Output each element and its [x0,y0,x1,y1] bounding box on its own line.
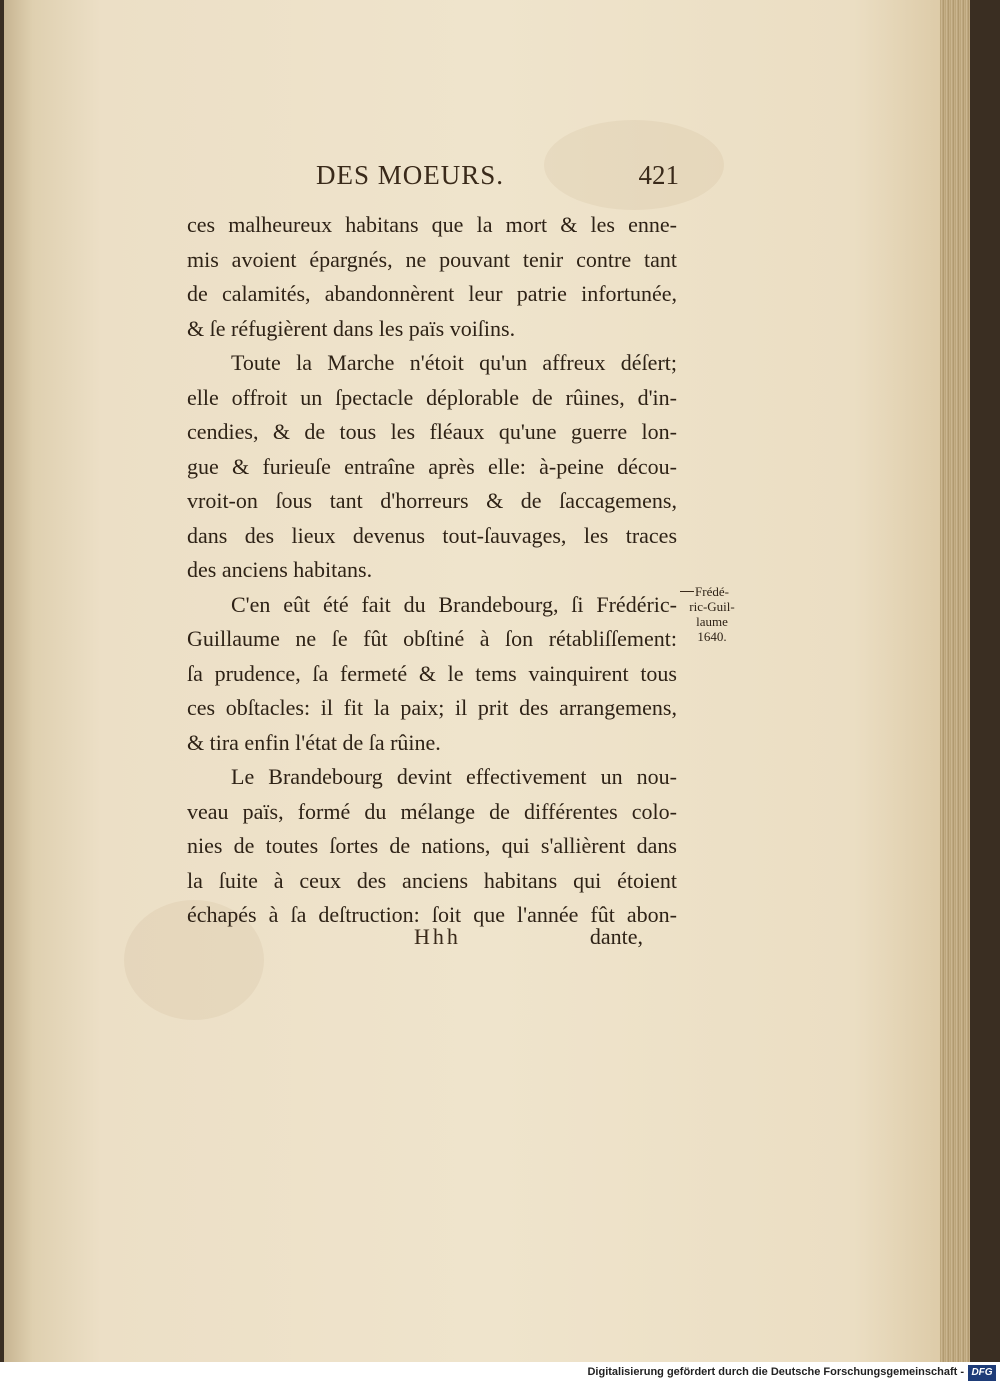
dfg-logo-icon: DFG [968,1365,996,1381]
text-line: veau païs, formé du mélange de différentes colo- [187,798,677,824]
text-line: dans des lieux devenus tout-ſauvages, les traces [187,522,677,548]
text-line: Guillaume ne ſe fût obſtiné à ſon rétabliſſement: [187,626,677,651]
running-title: DES MOEURS. [316,160,505,190]
text-line: échapés à ſa deſtruction: ſoit que l'année fût abon- [187,902,677,927]
text-line: cendies, & de tous les fléaux qu'une guerre lon- [187,419,677,444]
body-text [187,208,677,933]
page-edges [940,0,970,1362]
text-line: ces malheureux habitans que la mort & les enne- [187,212,677,237]
margin-note-line: Frédé- [695,584,729,599]
catchword: dante, [589,924,643,949]
text-line: ſa prudence, ſa fermeté & le tems vainquirent tous [187,660,677,686]
text-line: mis avoient épargnés, ne pouvant tenir contre tant [187,246,677,272]
text-line: ces obſtacles: il fit la paix; il prit des arrangemens, [187,695,677,720]
text-line: elle offroit un ſpectacle déplorable de rûines, d'in- [187,384,677,410]
text-line: & ſe réfugièrent dans les païs voiſins. [187,315,516,341]
footer-bar [0,1362,1000,1385]
text-line: des anciens habitans. [187,557,373,582]
signature-mark: Hhh [414,924,461,949]
margin-note [682,584,742,644]
text-line: nies de toutes ſortes de nations, qui s'allièrent dans [187,833,677,858]
text-line: la ſuite à ceux des anciens habitans qui étoient [187,867,677,893]
text-line: & tira enfin l'état de ſa rûine. [187,729,441,755]
page-header [184,156,679,196]
margin-note-line: 1640. [697,629,727,644]
text-line: vroit-on ſous tant d'horreurs & de ſaccagemens, [187,488,677,513]
text-line: Toute la Marche n'étoit qu'un affreux déſert; [231,350,677,375]
text-line: de calamités, abandonnèrent leur patrie infortunée, [187,281,677,306]
margin-note-line: laume [696,614,728,629]
funding-credit: Digitalisierung gefördert durch die Deutsche Forschungsgemeinschaft - [587,1366,964,1378]
text-line: gue & furieuſe entraîne après elle: à-peine décou- [187,453,677,479]
text-line: Le Brandebourg devint effectivement un nou- [231,764,677,789]
margin-note-line: ric-Guil- [689,599,735,614]
text-line: C'en eût été fait du Brandebourg, ſi Frédéric- [231,591,677,617]
book-page [4,0,970,1362]
page-number: 421 [638,160,679,190]
